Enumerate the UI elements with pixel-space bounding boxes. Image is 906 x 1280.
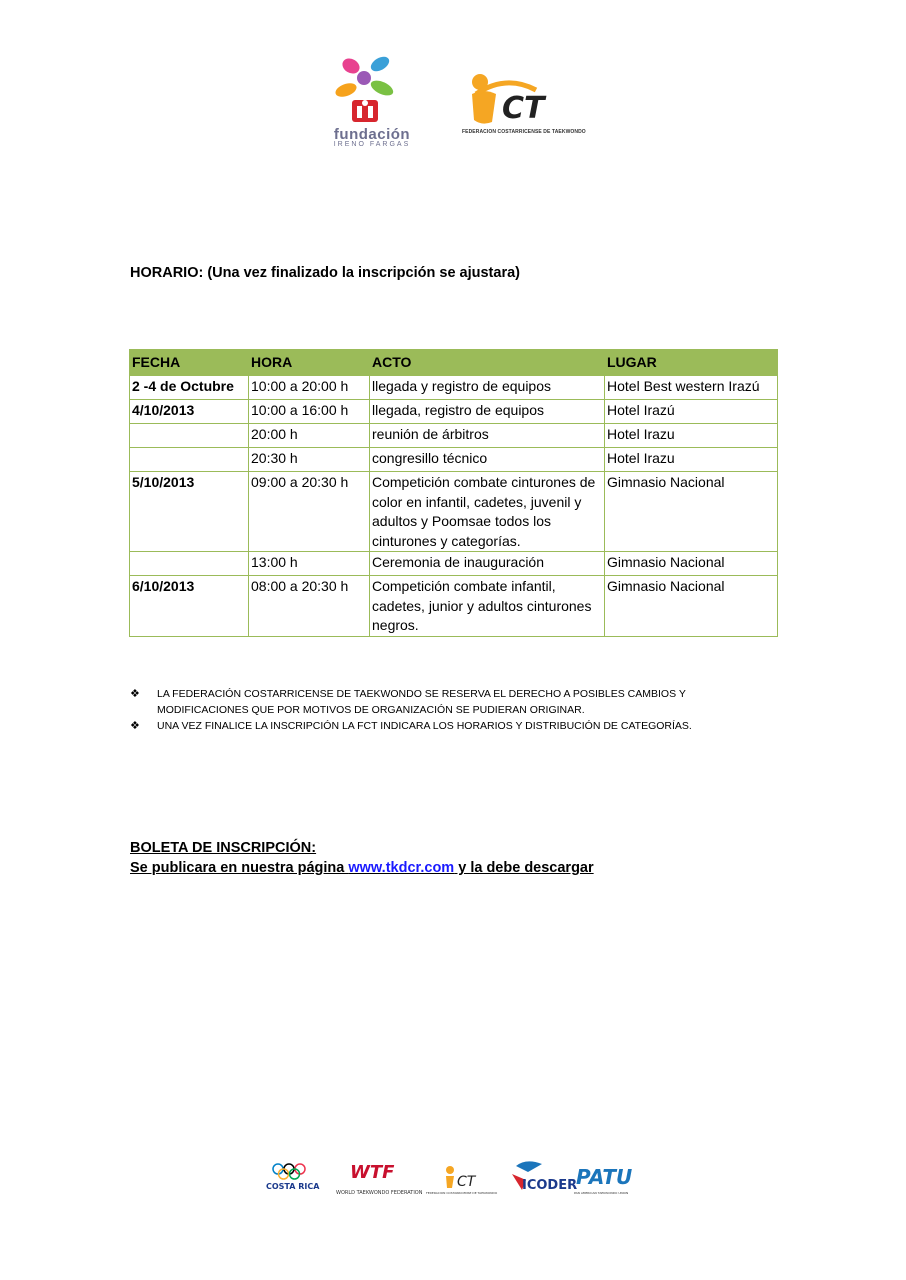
cell-fecha [130,424,249,448]
fct-small-logo [426,1166,498,1195]
notes-list [130,686,770,734]
costa-rica-olympic-logo [266,1164,320,1191]
fct-small-letters: CT [457,1174,476,1190]
fct-small-subtitle: FEDERACION COSTARRICENSE DE TAEKWONDO [426,1191,498,1195]
boleta-text [130,858,594,878]
cell-hora: 10:00 a 20:00 h [249,376,370,400]
cell-lugar: Gimnasio Nacional [605,552,778,576]
table-row [130,424,778,448]
cell-acto: llegada, registro de equipos [370,400,605,424]
diamond-bullet-icon: ❖ [130,688,140,700]
patu-logo [574,1165,632,1195]
costa-rica-label: COSTA RICA [266,1182,320,1191]
note-text: UNA VEZ FINALICE LA INSCRIPCIÓN LA FCT INDICARA LOS HORARIOS Y DISTRIBUCIÓN DE CATEGORÍAS. [157,720,692,732]
cell-fecha: 4/10/2013 [130,400,249,424]
cell-hora: 20:30 h [249,448,370,472]
table-row [130,576,778,637]
sponsor-logos [264,1158,640,1200]
page-title: HORARIO: (Una vez finalizado la inscripción se ajustara) [130,265,520,281]
diamond-bullet-icon: ❖ [130,720,140,732]
wtf-subtitle: WORLD TAEKWONDO FEDERATION [336,1190,423,1196]
col-header-acto: ACTO [370,350,605,376]
boleta-section [130,838,594,878]
fct-mark-icon [466,70,584,128]
patu-letters: PATU [576,1165,633,1189]
fundacion-logo [318,52,426,150]
cell-fecha: 6/10/2013 [130,576,249,637]
wtf-letters: WTF [350,1162,395,1183]
cell-hora: 09:00 a 20:30 h [249,472,370,552]
boleta-text-before: Se publicara en nuestra página [130,860,349,876]
cell-lugar: Gimnasio Nacional [605,472,778,552]
icoder-label: ICODER [522,1178,578,1193]
col-header-lugar: LUGAR [605,350,778,376]
fundacion-subtitle: IRENO FARGAS [333,141,411,148]
note-text: LA FEDERACIÓN COSTARRICENSE DE TAEKWONDO SE RESERVA EL DERECHO A POSIBLES CAMBIOS Y MODIFICACIONES QUE POR MOTIVOS DE ORGANIZACIÓN SE PUDIERAN ORIGINAR. [157,688,686,716]
cell-lugar: Hotel Irazu [605,424,778,448]
cell-acto: congresillo técnico [370,448,605,472]
cell-fecha [130,552,249,576]
fct-subtitle: FEDERACION COSTARRICENSE DE TAEKWONDO [462,129,586,135]
col-header-fecha: FECHA [130,350,249,376]
wtf-logo [336,1162,423,1196]
schedule-table [129,349,778,637]
cell-lugar: Hotel Irazú [605,400,778,424]
boleta-text-after: y la debe descargar [454,860,594,876]
table-row [130,400,778,424]
cell-acto: Competición combate cinturones de color en infantil, cadetes, juvenil y adultos y Poomsae todos los cinturones y categorías. [370,472,605,552]
website-link[interactable]: www.tkdcr.com [348,860,455,876]
table-row [130,376,778,400]
fundacion-name: fundación [333,126,411,143]
cell-hora: 20:00 h [249,424,370,448]
patu-subtitle: PAN AMERICAN TAEKWONDO UNION [574,1191,629,1195]
fundacion-figure-icon [318,52,426,127]
list-item [130,718,770,734]
col-header-hora: HORA [249,350,370,376]
icoder-logo [512,1161,577,1193]
fct-logo [462,70,586,140]
cell-lugar: Hotel Irazu [605,448,778,472]
cell-acto: Competición combate infantil, cadetes, junior y adultos cinturones negros. [370,576,605,637]
cell-hora: 13:00 h [249,552,370,576]
cell-acto: reunión de árbitros [370,424,605,448]
table-header-row [130,350,778,376]
cell-acto: llegada y registro de equipos [370,376,605,400]
cell-acto: Ceremonia de inauguración [370,552,605,576]
cell-hora: 08:00 a 20:30 h [249,576,370,637]
table-row [130,448,778,472]
cell-fecha: 5/10/2013 [130,472,249,552]
table-row [130,472,778,552]
fct-letters: CT [502,91,545,126]
table-row [130,552,778,576]
cell-fecha [130,448,249,472]
list-item [130,686,770,718]
cell-fecha: 2 -4 de Octubre [130,376,249,400]
boleta-title: BOLETA DE INSCRIPCIÓN: [130,840,317,856]
cell-lugar: Hotel Best western Irazú [605,376,778,400]
cell-hora: 10:00 a 16:00 h [249,400,370,424]
cell-lugar: Gimnasio Nacional [605,576,778,637]
